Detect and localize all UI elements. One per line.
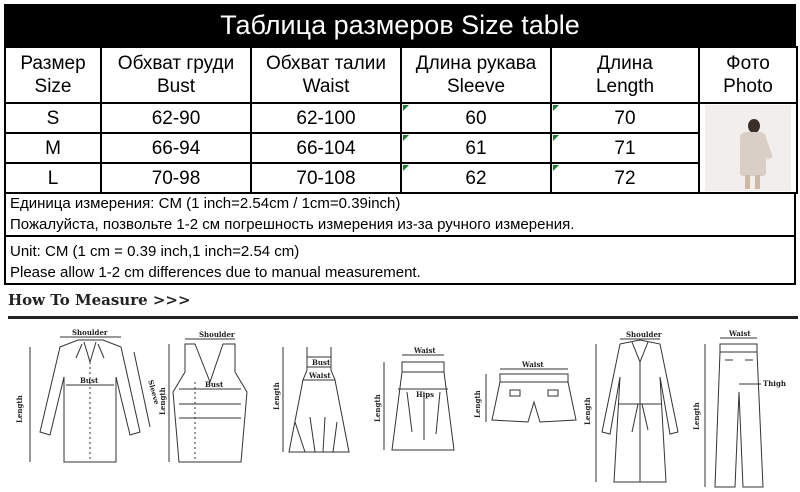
cell-size: S: [5, 103, 101, 133]
note-en-allowance: Please allow 1-2 cm differences due to manual measurement.: [10, 264, 421, 281]
cell-bust: 62-90: [101, 103, 251, 133]
label-length: Length: [583, 397, 592, 425]
table-row: [5, 133, 797, 163]
note-ru-unit: Единица измерения: CM (1 inch=2.54cm / 1cm=0.39inch): [10, 195, 401, 212]
header-length: Длина Length: [551, 47, 699, 103]
label-bust: Bust: [312, 358, 331, 367]
tank-top-diagram: [158, 322, 265, 492]
cell-sleeve: 60: [401, 103, 551, 133]
header-photo: Фото Photo: [699, 47, 797, 103]
header-bust: Обхват груди Bust: [101, 47, 251, 103]
label-length: Length: [15, 395, 24, 423]
cell-length: 71: [551, 133, 699, 163]
label-length: Length: [272, 382, 281, 410]
cell-bust: 66-94: [101, 133, 251, 163]
label-length: Length: [158, 387, 167, 415]
table-row: [5, 103, 797, 133]
cell-photo: [699, 103, 797, 193]
shorts-diagram: [473, 322, 590, 492]
note-russian: [4, 192, 796, 237]
cell-length: 72: [551, 163, 699, 193]
pants-diagram: [692, 322, 795, 492]
label-shoulder: Shoulder: [199, 330, 235, 339]
label-waist: Waist: [729, 329, 751, 338]
note-en-unit: Unit: CM (1 cm = 0.39 inch,1 inch=2.54 cm): [10, 243, 300, 260]
cell-sleeve: 62: [401, 163, 551, 193]
heading-divider: [8, 316, 798, 319]
cell-sleeve: 61: [401, 133, 551, 163]
label-thigh: Thigh: [763, 379, 786, 388]
label-waist: Waist: [522, 360, 544, 369]
cell-size: M: [5, 133, 101, 163]
label-sleeve: Sleeve: [146, 378, 162, 406]
label-waist: Waist: [309, 371, 331, 380]
label-bust: Bust: [80, 376, 99, 385]
label-shoulder: Shoulder: [626, 330, 662, 339]
cell-waist: 62-100: [251, 103, 401, 133]
how-to-measure-heading: How To Measure >>>: [8, 291, 191, 309]
label-length: Length: [373, 394, 382, 422]
header-waist: Обхват талии Waist: [251, 47, 401, 103]
coat-diagram: [583, 322, 690, 492]
cell-length: 70: [551, 103, 699, 133]
table-row: [5, 163, 797, 193]
size-table: [4, 46, 798, 194]
model-photo: [705, 105, 791, 191]
header-size: Размер Size: [5, 47, 101, 103]
header-sleeve: Длина рукава Sleeve: [401, 47, 551, 103]
label-waist: Waist: [414, 346, 436, 355]
note-ru-allowance: Пожалуйста, позвольте 1-2 см погрешность измерения из-за ручного измерения.: [10, 216, 575, 233]
label-hips: Hips: [416, 390, 435, 399]
label-shoulder: Shoulder: [72, 328, 108, 337]
cell-size: L: [5, 163, 101, 193]
skirt-diagram: [372, 322, 472, 492]
cell-bust: 70-98: [101, 163, 251, 193]
note-english: [4, 237, 796, 285]
cell-waist: 70-108: [251, 163, 401, 193]
label-length: Length: [692, 402, 701, 430]
blouse-diagram: [8, 322, 162, 492]
cell-waist: 66-104: [251, 133, 401, 163]
size-table-title: Таблица размеров Size table: [4, 4, 796, 46]
dress-diagram: [272, 322, 365, 492]
label-length: Length: [473, 390, 482, 418]
table-header-row: [5, 47, 797, 103]
label-bust: Bust: [205, 380, 224, 389]
